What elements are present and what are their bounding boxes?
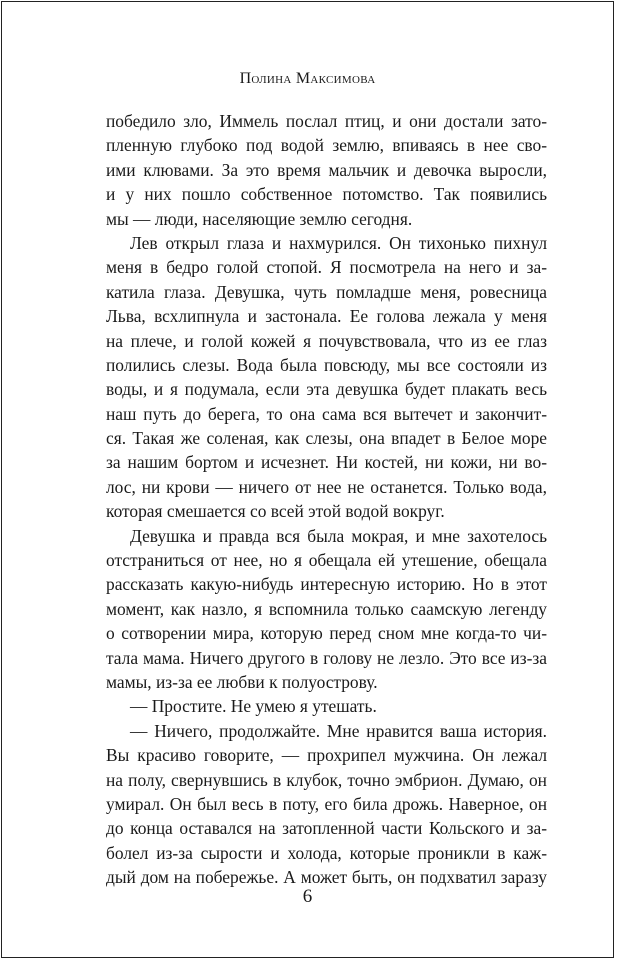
text-line: на плече, и голой кожей я почувствовала, что из ее глаз (106, 330, 547, 351)
body-text (106, 109, 547, 890)
text-line: мы — люди, населяющие землю сегодня. (106, 208, 413, 229)
text-line: меня в бедро голой стопой. Я посмотрела на него и за- (106, 257, 547, 278)
text-line: болел из-за сырости и холода, которые проникли в каж- (106, 842, 547, 863)
text-line: воды, и я подумала, если эта девушка будет плакать весь (106, 379, 547, 400)
text-line: Льва, всхлипнула и застонала. Ее голова лежала у меня (106, 306, 547, 327)
text-line: рассказать какую-нибудь интересную историю. Но в этот (106, 574, 547, 595)
text-line: — Простите. Не умею я утешать. (130, 696, 377, 717)
book-page (1, 1, 614, 958)
text-line: катила глаза. Девушка, чуть помладше меня, ровесница (106, 281, 547, 302)
text-line: — Ничего, продолжайте. Мне нравится ваша история. (130, 720, 547, 741)
text-line: отстраниться от нее, но я обещала ей утешение, обещала (106, 550, 547, 571)
text-line: о сотворении мира, которую перед сном мне когда-то чи- (106, 623, 547, 644)
text-line: умирал. Он был весь в поту, его била дрожь. Наверное, он (106, 793, 547, 814)
text-line: мамы, из-за ее любви к полуострову. (106, 671, 378, 692)
text-line: дый дом на побережье. А может быть, он подхватил заразу (106, 867, 547, 888)
text-line: за нашим бортом и исчезнет. Ни костей, ни кожи, ни во- (106, 452, 547, 473)
running-header: Полина Максимова (239, 70, 376, 87)
text-line: наш путь до берега, то она сама вся вытечет и закончит- (106, 403, 547, 424)
text-line: тала мама. Ничего другого в голову не лезло. Это все из-за (106, 647, 547, 668)
text-line: лос, ни крови — ничего от нее не останется. Только вода, (106, 476, 547, 497)
text-line: пленную глубоко под водой землю, впиваясь в нее сво- (106, 135, 547, 156)
text-line: и у них пошло собственное потомство. Так появились (106, 184, 547, 205)
text-line: ся. Такая же соленая, как слезы, она впадет в Белое море (106, 428, 547, 449)
text-line: Девушка и правда вся была мокрая, и мне захотелось (130, 525, 547, 546)
text-line: момент, как назло, я вспомнила только саамскую легенду (106, 598, 547, 619)
text-line: которая смешается со всей этой водой вокруг. (106, 501, 445, 522)
text-line: до конца оставался на затопленной части Кольского и за- (106, 818, 547, 839)
text-line: победило зло, Иммель послал птиц, и они достали зато- (106, 111, 547, 131)
text-line: полились слезы. Вода была повсюду, мы все состояли из (106, 354, 547, 375)
text-line: ими клювами. За это время мальчик и девочка выросли, (106, 159, 547, 180)
text-line: Вы красиво говорите, — прохрипел мужчина. Он лежал (106, 745, 547, 766)
text-line: на полу, свернувшись в клубок, точно эмбрион. Думаю, он (106, 769, 547, 790)
page-number: 6 (302, 886, 313, 907)
text-line: Лев открыл глаза и нахмурился. Он тихонько пихнул (130, 232, 547, 253)
